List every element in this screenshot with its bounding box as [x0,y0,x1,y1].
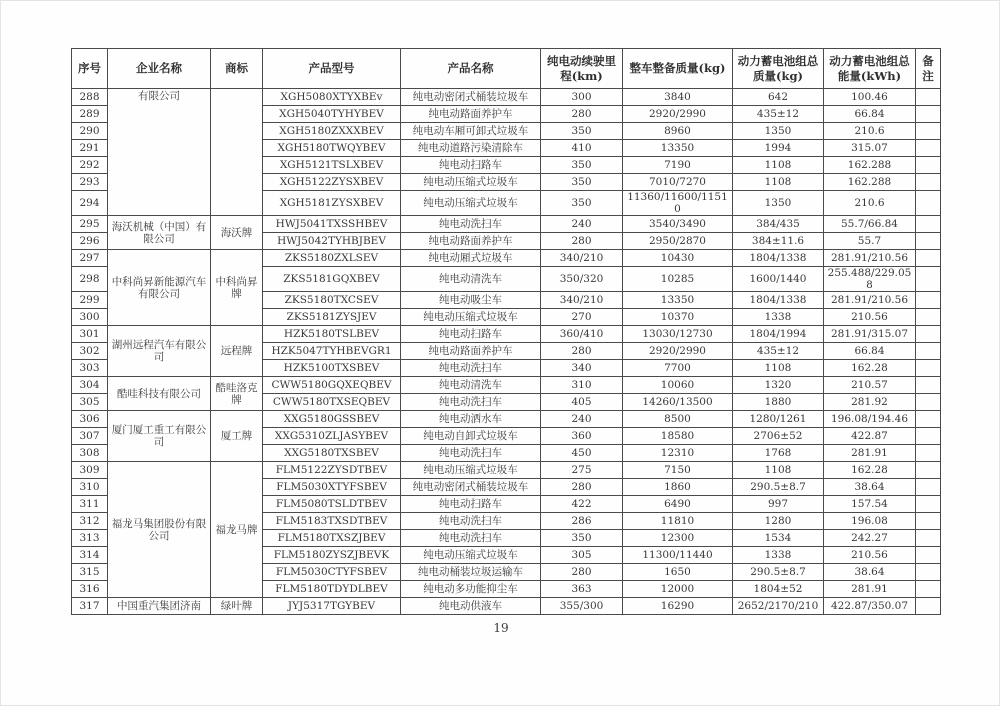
cell-product-model: ZKS5181ZYSJEV [263,309,401,326]
column-header: 动力蓄电池组总质量(kg) [733,49,824,89]
cell-battery-pack-energy: 162.288 [824,174,916,191]
cell-product-name: 纯电动洗扫车 [401,216,541,233]
cell-curb-mass: 7190 [623,157,733,174]
cell-product-name: 纯电动密闭式桶装垃圾车 [401,89,541,106]
cell-remarks [916,250,941,267]
table-row-304 [72,377,941,394]
cell-electric-range: 240 [541,411,623,428]
cell-battery-pack-energy: 196.08/194.46 [824,411,916,428]
table-header [72,49,941,89]
cell-curb-mass: 2920/2990 [623,106,733,123]
cell-curb-mass: 16290 [623,598,733,615]
cell-battery-pack-mass: 384±11.6 [733,233,824,250]
cell-product-name: 纯电动压缩式垃圾车 [401,462,541,479]
cell-curb-mass: 11360/11600/11510 [623,191,733,216]
cell-electric-range: 350 [541,157,623,174]
cell-product-name: 纯电动洗扫车 [401,360,541,377]
cell-remarks [916,326,941,343]
cell-battery-pack-energy: 281.91/315.07 [824,326,916,343]
cell-curb-mass: 10060 [623,377,733,394]
cell-battery-pack-mass: 1994 [733,140,824,157]
cell-curb-mass: 8960 [623,123,733,140]
cell-product-model: ZKS5181GQXBEV [263,267,401,292]
cell-product-model: XGH5181ZYSXBEV [263,191,401,216]
cell-curb-mass: 11810 [623,513,733,530]
cell-electric-range: 286 [541,513,623,530]
cell-curb-mass: 2920/2990 [623,343,733,360]
column-header: 整车整备质量(kg) [623,49,733,89]
cell-battery-pack-mass: 1108 [733,462,824,479]
table-row-301 [72,326,941,343]
cell-product-model: XXG5180TXSBEV [263,445,401,462]
cell-product-model: CWW5180GQXEQBEV [263,377,401,394]
cell-battery-pack-energy: 55.7 [824,233,916,250]
cell-product-model: XGH5180ZXXXBEV [263,123,401,140]
cell-electric-range: 310 [541,377,623,394]
cell-electric-range: 350 [541,123,623,140]
cell-battery-pack-mass: 1350 [733,191,824,216]
cell-product-name: 纯电动路面养护车 [401,343,541,360]
cell-remarks [916,428,941,445]
cell-serial-number: 293 [72,174,108,191]
cell-product-model: FLM5180TXSZJBEV [263,530,401,547]
cell-electric-range: 350 [541,191,623,216]
page-number: 19 [493,621,509,635]
cell-curb-mass: 12310 [623,445,733,462]
table-row-288 [72,89,941,106]
cell-product-name: 纯电动桶装垃圾运输车 [401,564,541,581]
cell-trademark: 中科尚昇牌 [211,250,263,326]
vehicle-catalog-table [71,48,941,615]
cell-serial-number: 289 [72,106,108,123]
cell-remarks [916,191,941,216]
cell-remarks [916,496,941,513]
cell-battery-pack-mass: 435±12 [733,106,824,123]
cell-product-model: CWW5180TXSEQBEV [263,394,401,411]
cell-remarks [916,513,941,530]
cell-product-name: 纯电动洒水车 [401,411,541,428]
cell-serial-number: 294 [72,191,108,216]
cell-serial-number: 313 [72,530,108,547]
cell-electric-range: 280 [541,479,623,496]
cell-battery-pack-mass: 1108 [733,174,824,191]
column-header: 动力蓄电池组总能量(kWh) [824,49,916,89]
cell-battery-pack-mass: 1108 [733,157,824,174]
table-body [72,89,941,615]
cell-battery-pack-energy: 210.56 [824,309,916,326]
cell-electric-range: 340/210 [541,292,623,309]
cell-battery-pack-energy: 281.91/210.56 [824,250,916,267]
cell-remarks [916,360,941,377]
cell-electric-range: 340 [541,360,623,377]
cell-curb-mass: 12300 [623,530,733,547]
cell-product-model: XXG5310ZLJASYBEV [263,428,401,445]
cell-curb-mass: 13030/12730 [623,326,733,343]
cell-product-name: 纯电动供液车 [401,598,541,615]
cell-serial-number: 310 [72,479,108,496]
cell-trademark: 福龙马牌 [211,462,263,598]
cell-product-name: 纯电动自卸式垃圾车 [401,428,541,445]
cell-serial-number: 288 [72,89,108,106]
cell-serial-number: 314 [72,547,108,564]
cell-curb-mass: 13350 [623,292,733,309]
cell-electric-range: 360 [541,428,623,445]
cell-curb-mass: 10430 [623,250,733,267]
cell-product-name: 纯电动路面养护车 [401,233,541,250]
cell-battery-pack-energy: 66.84 [824,106,916,123]
cell-serial-number: 292 [72,157,108,174]
cell-curb-mass: 11300/11440 [623,547,733,564]
cell-serial-number: 301 [72,326,108,343]
cell-battery-pack-energy: 210.6 [824,191,916,216]
cell-battery-pack-mass: 1804/1338 [733,250,824,267]
cell-battery-pack-mass: 1768 [733,445,824,462]
cell-serial-number: 316 [72,581,108,598]
cell-company-name: 福龙马集团股份有限公司 [108,462,211,598]
cell-remarks [916,445,941,462]
cell-product-name: 纯电动洗扫车 [401,530,541,547]
cell-serial-number: 307 [72,428,108,445]
cell-battery-pack-energy: 100.46 [824,89,916,106]
cell-trademark: 海沃牌 [211,216,263,250]
cell-curb-mass: 7010/7270 [623,174,733,191]
cell-battery-pack-energy: 242.27 [824,530,916,547]
cell-product-name: 纯电动压缩式垃圾车 [401,174,541,191]
cell-electric-range: 450 [541,445,623,462]
cell-curb-mass: 10285 [623,267,733,292]
cell-curb-mass: 7700 [623,360,733,377]
cell-trademark: 绿叶牌 [211,598,263,615]
cell-serial-number: 308 [72,445,108,462]
table-row-317 [72,598,941,615]
cell-electric-range: 280 [541,564,623,581]
cell-battery-pack-energy: 162.28 [824,360,916,377]
cell-product-model: FLM5180TDYDLBEV [263,581,401,598]
cell-trademark [211,89,263,216]
cell-serial-number: 304 [72,377,108,394]
cell-battery-pack-mass: 642 [733,89,824,106]
cell-remarks [916,106,941,123]
cell-product-name: 纯电动路面养护车 [401,106,541,123]
table-row-309 [72,462,941,479]
cell-curb-mass: 2950/2870 [623,233,733,250]
cell-product-model: XXG5180GSSBEV [263,411,401,428]
cell-electric-range: 270 [541,309,623,326]
cell-battery-pack-mass: 290.5±8.7 [733,479,824,496]
cell-electric-range: 280 [541,106,623,123]
cell-serial-number: 309 [72,462,108,479]
cell-product-name: 纯电动洗扫车 [401,445,541,462]
cell-serial-number: 300 [72,309,108,326]
cell-product-model: FLM5030XTYFSBEV [263,479,401,496]
cell-battery-pack-energy: 210.57 [824,377,916,394]
column-header: 商标 [211,49,263,89]
cell-product-name: 纯电动压缩式垃圾车 [401,547,541,564]
cell-company-name: 中国重汽集团济南 [108,598,211,615]
cell-serial-number: 312 [72,513,108,530]
cell-product-model: FLM5030CTYFSBEV [263,564,401,581]
cell-electric-range: 355/300 [541,598,623,615]
cell-curb-mass: 8500 [623,411,733,428]
cell-electric-range: 340/210 [541,250,623,267]
cell-battery-pack-mass: 1600/1440 [733,267,824,292]
cell-electric-range: 275 [541,462,623,479]
cell-battery-pack-energy: 255.488/229.058 [824,267,916,292]
cell-product-model: HZK5180TSLBEV [263,326,401,343]
cell-serial-number: 303 [72,360,108,377]
cell-serial-number: 298 [72,267,108,292]
cell-battery-pack-energy: 157.54 [824,496,916,513]
cell-curb-mass: 3840 [623,89,733,106]
cell-battery-pack-mass: 1804/1994 [733,326,824,343]
cell-product-model: HWJ5041TXSSHBEV [263,216,401,233]
cell-battery-pack-mass: 1338 [733,309,824,326]
cell-product-name: 纯电动清洗车 [401,267,541,292]
cell-serial-number: 296 [72,233,108,250]
cell-product-model: HZK5100TXSBEV [263,360,401,377]
cell-electric-range: 280 [541,233,623,250]
cell-product-name: 纯电动密闭式桶装垃圾车 [401,479,541,496]
cell-electric-range: 240 [541,216,623,233]
cell-product-model: FLM5180ZYSZJBEVK [263,547,401,564]
cell-remarks [916,267,941,292]
cell-product-name: 纯电动多功能抑尘车 [401,581,541,598]
cell-product-name: 纯电动洗扫车 [401,513,541,530]
cell-battery-pack-mass: 1534 [733,530,824,547]
column-header: 产品名称 [401,49,541,89]
column-header: 备注 [916,49,941,89]
cell-product-model: XGH5122ZYSXBEV [263,174,401,191]
cell-product-model: JYJ5317TGYBEV [263,598,401,615]
cell-battery-pack-mass: 1320 [733,377,824,394]
cell-remarks [916,547,941,564]
cell-trademark: 远程牌 [211,326,263,377]
cell-electric-range: 350 [541,174,623,191]
cell-battery-pack-energy: 281.91 [824,581,916,598]
cell-product-name: 纯电动吸尘车 [401,292,541,309]
cell-serial-number: 302 [72,343,108,360]
column-header: 纯电动续驶里程(km) [541,49,623,89]
cell-remarks [916,233,941,250]
cell-battery-pack-energy: 210.6 [824,123,916,140]
cell-battery-pack-energy: 162.28 [824,462,916,479]
cell-product-model: XGH5180TWQYBEV [263,140,401,157]
cell-product-model: XGH5040TYHYBEV [263,106,401,123]
cell-remarks [916,479,941,496]
cell-serial-number: 291 [72,140,108,157]
cell-remarks [916,377,941,394]
cell-electric-range: 410 [541,140,623,157]
cell-remarks [916,123,941,140]
cell-battery-pack-energy: 422.87/350.07 [824,598,916,615]
cell-company-name: 有限公司 [108,89,211,216]
cell-remarks [916,216,941,233]
cell-product-name: 纯电动厢式垃圾车 [401,250,541,267]
cell-product-name: 纯电动压缩式垃圾车 [401,191,541,216]
cell-battery-pack-energy: 38.64 [824,479,916,496]
cell-remarks [916,89,941,106]
cell-serial-number: 315 [72,564,108,581]
cell-serial-number: 306 [72,411,108,428]
cell-battery-pack-mass: 290.5±8.7 [733,564,824,581]
cell-serial-number: 297 [72,250,108,267]
cell-battery-pack-mass: 1108 [733,360,824,377]
cell-battery-pack-energy: 210.56 [824,547,916,564]
cell-remarks [916,598,941,615]
table-row-297 [72,250,941,267]
cell-battery-pack-mass: 2706±52 [733,428,824,445]
cell-serial-number: 317 [72,598,108,615]
table-row-306 [72,411,941,428]
cell-curb-mass: 18580 [623,428,733,445]
cell-trademark: 酷哇洛克牌 [211,377,263,411]
header-row [72,49,941,89]
column-header: 企业名称 [108,49,211,89]
cell-serial-number: 311 [72,496,108,513]
cell-battery-pack-energy: 66.84 [824,343,916,360]
cell-remarks [916,292,941,309]
cell-product-model: FLM5183TXSDTBEV [263,513,401,530]
cell-battery-pack-energy: 281.91/210.56 [824,292,916,309]
cell-company-name: 海沃机械（中国）有限公司 [108,216,211,250]
cell-serial-number: 305 [72,394,108,411]
cell-remarks [916,581,941,598]
cell-remarks [916,157,941,174]
cell-curb-mass: 13350 [623,140,733,157]
cell-product-name: 纯电动道路污染清除车 [401,140,541,157]
cell-curb-mass: 3540/3490 [623,216,733,233]
cell-battery-pack-energy: 162.288 [824,157,916,174]
cell-product-model: ZKS5180TXCSEV [263,292,401,309]
cell-electric-range: 350/320 [541,267,623,292]
cell-company-name: 厦门厦工重工有限公司 [108,411,211,462]
cell-battery-pack-mass: 1280/1261 [733,411,824,428]
cell-product-model: FLM5080TSLDTBEV [263,496,401,513]
cell-electric-range: 350 [541,530,623,547]
cell-battery-pack-energy: 38.64 [824,564,916,581]
cell-product-model: FLM5122ZYSDTBEV [263,462,401,479]
column-header: 产品型号 [263,49,401,89]
cell-company-name: 湖州远程汽车有限公司 [108,326,211,377]
cell-battery-pack-energy: 281.91 [824,445,916,462]
cell-remarks [916,309,941,326]
cell-remarks [916,462,941,479]
cell-electric-range: 363 [541,581,623,598]
cell-battery-pack-mass: 435±12 [733,343,824,360]
cell-serial-number: 290 [72,123,108,140]
cell-product-name: 纯电动扫路车 [401,496,541,513]
cell-battery-pack-mass: 1880 [733,394,824,411]
cell-electric-range: 405 [541,394,623,411]
cell-remarks [916,140,941,157]
cell-battery-pack-mass: 1350 [733,123,824,140]
cell-remarks [916,411,941,428]
cell-battery-pack-mass: 1804±52 [733,581,824,598]
cell-remarks [916,343,941,360]
cell-serial-number: 299 [72,292,108,309]
cell-curb-mass: 1860 [623,479,733,496]
cell-remarks [916,530,941,547]
cell-curb-mass: 10370 [623,309,733,326]
cell-battery-pack-mass: 2652/2170/210 [733,598,824,615]
cell-product-model: ZKS5180ZXLSEV [263,250,401,267]
cell-curb-mass: 6490 [623,496,733,513]
cell-trademark: 厦工牌 [211,411,263,462]
cell-remarks [916,394,941,411]
cell-product-model: HZK5047TYHBEVGR1 [263,343,401,360]
table-row-295 [72,216,941,233]
cell-product-name: 纯电动压缩式垃圾车 [401,309,541,326]
cell-curb-mass: 7150 [623,462,733,479]
cell-product-name: 纯电动车厢可卸式垃圾车 [401,123,541,140]
cell-product-model: HWJ5042TYHBJBEV [263,233,401,250]
cell-battery-pack-mass: 1280 [733,513,824,530]
cell-battery-pack-mass: 384/435 [733,216,824,233]
cell-electric-range: 300 [541,89,623,106]
cell-battery-pack-mass: 1338 [733,547,824,564]
cell-battery-pack-energy: 281.92 [824,394,916,411]
cell-battery-pack-energy: 315.07 [824,140,916,157]
cell-product-model: XGH5080XTYXBEv [263,89,401,106]
cell-curb-mass: 12000 [623,581,733,598]
cell-curb-mass: 1650 [623,564,733,581]
column-header: 序号 [72,49,108,89]
cell-product-model: XGH5121TSLXBEV [263,157,401,174]
cell-electric-range: 360/410 [541,326,623,343]
cell-battery-pack-energy: 422.87 [824,428,916,445]
cell-serial-number: 295 [72,216,108,233]
cell-battery-pack-energy: 55.7/66.84 [824,216,916,233]
cell-battery-pack-energy: 196.08 [824,513,916,530]
cell-remarks [916,564,941,581]
cell-product-name: 纯电动扫路车 [401,326,541,343]
cell-battery-pack-mass: 1804/1338 [733,292,824,309]
cell-electric-range: 422 [541,496,623,513]
cell-electric-range: 280 [541,343,623,360]
cell-electric-range: 305 [541,547,623,564]
cell-company-name: 酷哇科技有限公司 [108,377,211,411]
cell-product-name: 纯电动洗扫车 [401,394,541,411]
cell-curb-mass: 14260/13500 [623,394,733,411]
cell-remarks [916,174,941,191]
cell-battery-pack-mass: 997 [733,496,824,513]
cell-company-name: 中科尚昇新能源汽车有限公司 [108,250,211,326]
cell-product-name: 纯电动清洗车 [401,377,541,394]
cell-product-name: 纯电动扫路车 [401,157,541,174]
